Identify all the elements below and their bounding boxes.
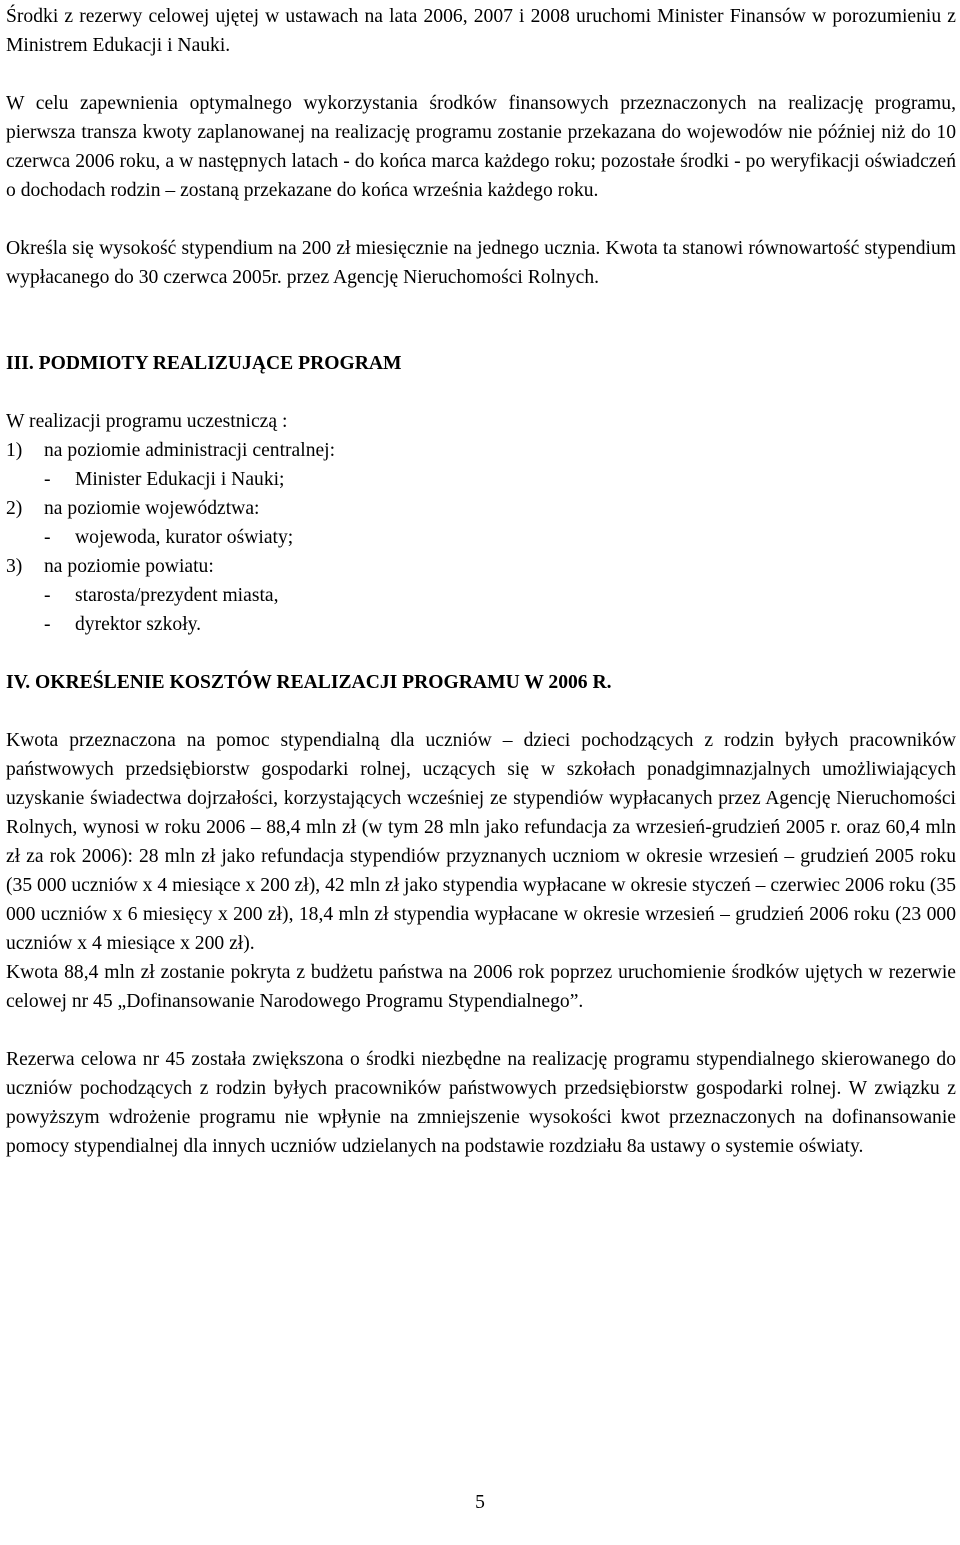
paragraph-reserve-increase: Rezerwa celowa nr 45 została zwiększona o środki niezbędne na realizację programu stypendialnego skierowanego do uczniów pochodzących z rodzin byłych pracowników państwowych przedsiębiorstw gospodarki rolnej. W związku z powyższym wdrożenie programu nie wpłynie na zmniejszenie wysokości kwot przeznaczonych na dofinansowanie pomocy stypendialnej dla innych uczniów udzielanych na podstawie rozdziału 8a ustawy o systemie oświaty. (6, 1049, 956, 1157)
list-item-label: na poziomie województwa: (44, 498, 260, 519)
section-iii-intro: W realizacji programu uczestniczą : (6, 411, 288, 432)
sub-list-item (6, 465, 956, 494)
sub-list-item (6, 523, 956, 552)
list-item-label: na poziomie administracji centralnej: (44, 440, 336, 461)
dash-bullet: - (44, 527, 51, 548)
paragraph-reserve-funds: Środki z rezerwy celowej ujętej w ustawach na lata 2006, 2007 i 2008 uruchomi Minister Finansów w porozumieniu z Ministrem Edukacji i Nauki. (6, 6, 956, 56)
dash-bullet: - (44, 469, 51, 490)
sub-list-item (6, 581, 956, 610)
participants-list (6, 436, 956, 639)
document-page (6, 2, 956, 1161)
sub-list-item-label: Minister Edukacji i Nauki; (75, 469, 285, 490)
sub-list-item-label: wojewoda, kurator oświaty; (75, 527, 294, 548)
list-item (6, 494, 956, 523)
sub-list-item-label: starosta/prezydent miasta, (75, 585, 279, 606)
paragraph-stipend-amount: Określa się wysokość stypendium na 200 zł miesięcznie na jednego ucznia. Kwota ta stanowi równowartość stypendium wypłacanego do 30 czerwca 2005r. przez Agencję Nieruchomości Rolnych. (6, 238, 956, 288)
paragraph-budget-coverage: Kwota 88,4 mln zł zostanie pokryta z budżetu państwa na 2006 rok poprzez uruchomienie środków ujętych w rezerwie celowej nr 45 „Dofinansowanie Narodowego Programu Stypendialnego”. (6, 962, 956, 1012)
list-item-number: 3) (6, 556, 23, 577)
paragraph-cost-breakdown: Kwota przeznaczona na pomoc stypendialną dla uczniów – dzieci pochodzących z rodzin byłych pracowników państwowych przedsiębiorstw gospodarki rolnej, uczących się w szkołach ponadgimnazjalnych umożliwiających uzyskanie świadectwa dojrzałości, korzystających wcześniej ze stypendiów wypłacanych przez Agencję Nieruchomości Rolnych, wynosi w roku 2006 – 88,4 mln zł (w tym 28 mln jako refundacja za wrzesień-grudzień 2005 r. oraz 60,4 mln zł za rok 2006): 28 mln zł jako refundacja stypendiów przyznanych uczniom w okresie wrzesień – grudzień 2005 roku (35 000 uczniów x 4 miesiące x 200 zł), 42 mln zł jako stypendia wypłacane w okresie styczeń – czerwiec 2006 roku (35 000 uczniów x 6 miesięcy x 200 zł), 18,4 mln zł stypendia wypłacane w okresie wrzesień – grudzień 2006 roku (23 000 uczniów x 4 miesiące x 200 zł). (6, 730, 956, 954)
list-item-number: 1) (6, 440, 23, 461)
list-item (6, 436, 956, 465)
section-heading-iii: III. PODMIOTY REALIZUJĄCE PROGRAM (6, 353, 402, 374)
section-heading-iv: IV. OKREŚLENIE KOSZTÓW REALIZACJI PROGRAMU W 2006 R. (6, 672, 612, 693)
sub-list-item (6, 610, 956, 639)
sub-list-item-label: dyrektor szkoły. (75, 614, 202, 635)
page-number: 5 (475, 1492, 485, 1513)
list-item-label: na poziomie powiatu: (44, 556, 214, 577)
list-item-number: 2) (6, 498, 23, 519)
paragraph-fund-transfer: W celu zapewnienia optymalnego wykorzystania środków finansowych przeznaczonych na realizację programu, pierwsza transza kwoty zaplanowanej na realizację programu zostanie przekazana do wojewodów nie później niż do 10 czerwca 2006 roku, a w następnych latach - do końca marca każdego roku; pozostałe środki - po weryfikacji oświadczeń o dochodach rodzin – zostaną przekazane do końca września każdego roku. (6, 93, 956, 201)
dash-bullet: - (44, 614, 51, 635)
list-item (6, 552, 956, 581)
dash-bullet: - (44, 585, 51, 606)
